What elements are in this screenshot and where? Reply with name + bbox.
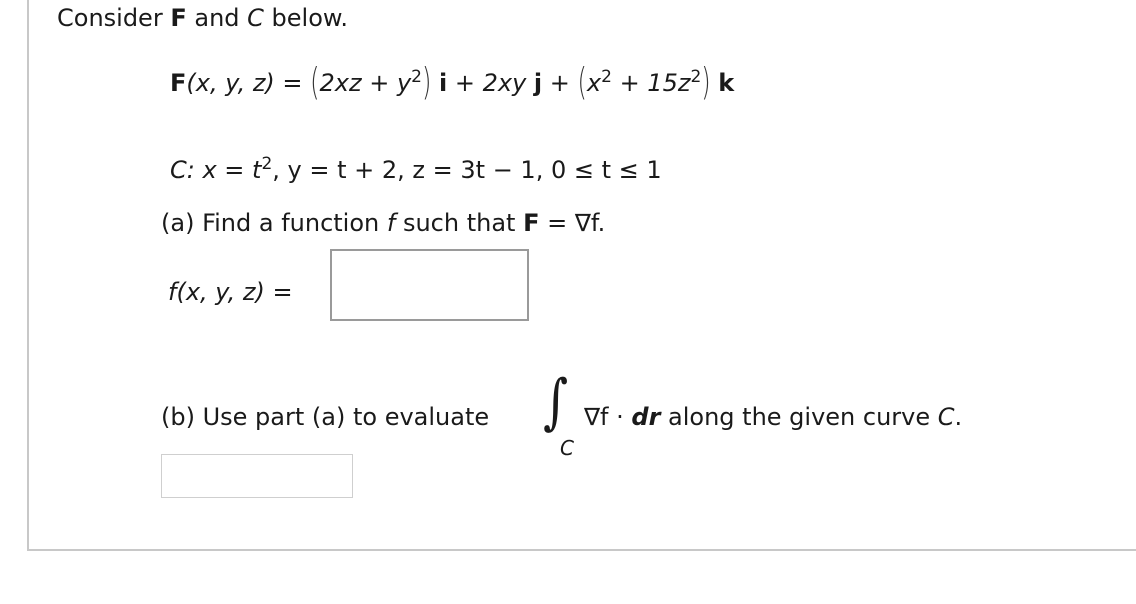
answer-label: f(x, y, z) = <box>168 278 293 306</box>
integral-sign-icon: ∫ <box>543 367 569 437</box>
curve-definition: C: $x = t^2$, y = t + 2, z = 3t − 1, 0 ≤ t ≤ 1 <box>170 154 662 184</box>
answer-input-f[interactable] <box>330 249 529 321</box>
part-a-prompt: (a) Find a function f such that F = ∇f. <box>161 209 606 237</box>
answer-input-integral[interactable] <box>161 454 353 498</box>
intro-line: Consider F and C below. <box>57 4 348 32</box>
integrand: ∇f · dr along the given curve C. <box>584 403 963 431</box>
part-b-prompt: (b) Use part (a) to evaluate <box>161 403 490 431</box>
integral-subscript: C <box>560 436 574 460</box>
vector-field-equation: F(x, y, $z) = (2xz + y^2)$ i + 2xy $j + (x^2 + 15z^2)$ k <box>170 60 735 104</box>
